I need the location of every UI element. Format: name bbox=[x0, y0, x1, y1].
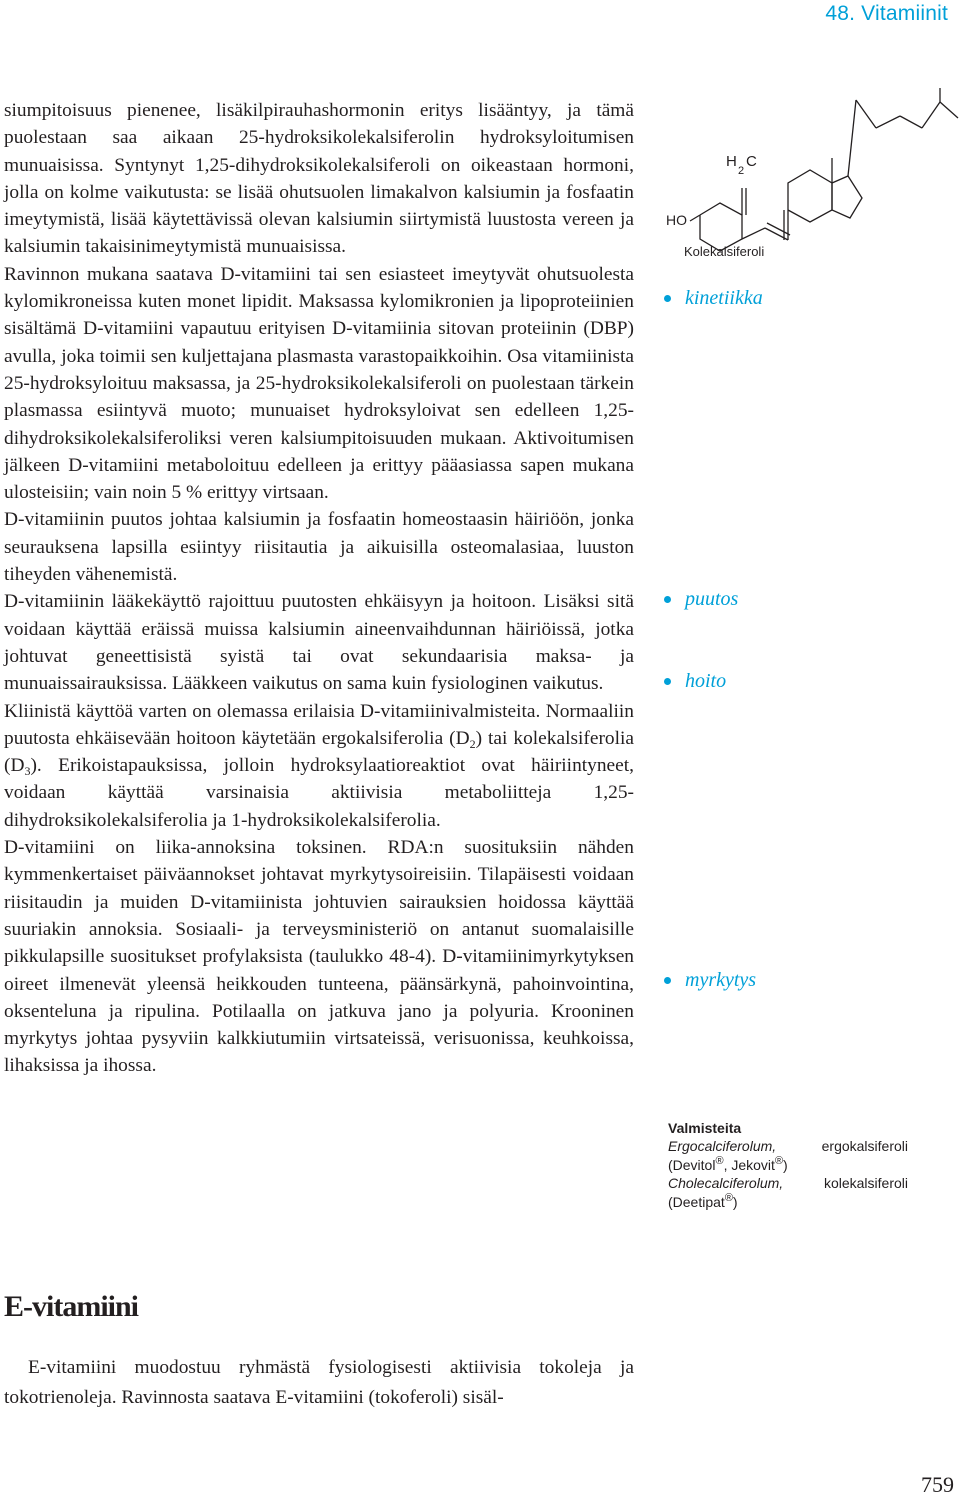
paragraph-5: Kliinistä käyttöä varten on olemassa erilaisia D-vitamiinivalmisteita. Normaaliin puutosta ehkäisevään hoitoon käytetään ergokalsiferolia $(D_2)$ tai kolekalsiferolia $(D_3)$. Erikoistapauksissa, jolloin hydroksylaatioreaktiot ovat häiriintyneet, voidaan käyttää varsinaisia aktiivisia metaboliitteja 1,25-dihydroksikolekalsiferolia ja 1-hydroksikolekalsiferolia. bbox=[4, 700, 634, 831]
molecule-caption: Kolekalsiferoli bbox=[684, 244, 765, 259]
drug-brands-2: (Deetipat®) bbox=[668, 1191, 738, 1210]
paragraph-1: siumpitoisuus pienenee, lisäkilpirauhashormonin eritys lisääntyy, ja tämä puolestaan saa aikaan 25-hydroksikolekalsiferolin hydroksyloitumisen munuaisissa. Syntynyt 1,25-dihydroksikolekalsiferoli on oikeastaan hormoni, jolla on kolme vaikutusta: se lisää ohutsuolen limakalvon kalsiumin ja fosfaatin imeytymistä, lisää käytettävissä olevan kalsiumin siirtymistä luustosta vereen ja kalsiumin takaisinimeytymistä munuaisissa. bbox=[4, 100, 634, 258]
margin-note-myrkytys: myrkytys bbox=[664, 969, 756, 992]
paragraph-2: Ravinnon mukana saatava D-vitamiini tai sen esiasteet imeytyvät ohutsuolesta kylomikroneissa kuten monet lipidit. Maksassa kylomikronien ja lipoproteiinien sisältämä D-vitamiini vapautuu erityisen D-vitamiinia sitovan proteiinin (DBP) avulla, joka toimii sen kuljettajana plasmasta varastopaikkoihin. Osa vitamiinista 25-hydroksyloituu maksassa, ja 25-hydroksikolekalsiferoli on puolestaan tärkein plasmassa esiintyvä muoto; munuaiset hydroksyloivat sen edelleen 1,25-dihydroksikolekalsiferoliksi veren kalsiumpitoisuuden mukaan. Aktivoitumisen jälkeen D-vitamiini metaboloituu edelleen ja erittyy pääasiassa sapen mukana ulosteisiin; vain noin 5 % erittyy virtsaan. bbox=[4, 263, 634, 504]
section-paragraph: E-vitamiini muodostuu ryhmästä fysiologisesti aktiivisia tokoleja ja tokotrienoleja. Ravinnosta saatava E-vitamiini (tokoferoli) sisäl- bbox=[4, 1357, 634, 1408]
section-text bbox=[4, 1353, 634, 1413]
main-text-column bbox=[4, 97, 634, 1080]
bullet-icon bbox=[664, 977, 671, 984]
paragraph-4: D-vitamiinin lääkekäyttö rajoittuu puutosten ehkäisyyn ja hoitoon. Lisäksi sitä voidaan käyttää eräissä muissa kalsiumin aineenvaihdunnan häiriöissä, jotka johtuvat geneettisistä syistä tai ovat sekundaarisia maksa- ja munuaissairauksissa. Lääkkeen vaikutus on sama kuin fysiologinen vaikutus. bbox=[4, 591, 634, 695]
paragraph-3: D-vitamiinin puutos johtaa kalsiumin ja fosfaatin homeostaasin häiriöön, jonka seurauksena lapsilla esiintyy riisitautia ja aikuisilla osteomalasiaa, luuston tiheyden vähenemistä. bbox=[4, 509, 634, 586]
bullet-icon bbox=[664, 596, 671, 603]
page-header bbox=[0, 0, 960, 40]
h2c-label-sub: 2 bbox=[738, 165, 745, 177]
margin-note-kinetiikka: kinetiikka bbox=[664, 287, 763, 310]
drug-row-cholecalciferol: Cholecalciferolum, kolekalsiferoli bbox=[668, 1175, 908, 1192]
drug-brands-1: (Devitol®, Jekovit®) bbox=[668, 1154, 788, 1173]
drug-list bbox=[668, 1119, 908, 1211]
h2c-label-c: C bbox=[746, 153, 757, 170]
bullet-icon bbox=[664, 295, 671, 302]
h2c-label-h: H bbox=[726, 153, 737, 170]
ho-label: HO bbox=[666, 212, 687, 228]
cholecalciferol-structure bbox=[660, 88, 960, 270]
drug-row-ergocalciferol: Ergocalciferolum, ergokalsiferoli bbox=[668, 1138, 908, 1155]
paragraph-6: D-vitamiini on liika-annoksina toksinen. RDA:n suosituksiin nähden kymmenkertaiset päiväannokset johtavat myrkytysoireisiin. Tilapäisesti voidaan riisitaudin ja muiden D-vitamiinista johtuvien sairauksien hoidossa käyttää suuriakin annoksia. Sosiaali- ja terveysministeriö on antanut suomalaisille pikkulapsille suositukset profylaksista (taulukko 48-4). D-vitamiinimyrkytyksen oireet ilmenevät yleensä heikkouden tunteena, päänsärkynä, pahoinvointina, oksenteluna ja ripulina. Potilaalla on jatkuva jano ja polyuria. Krooninen myrkytys johtaa pysyviin kalkkiutumiin virtsateissä, verisuonissa, keuhkoissa, lihaksissa ja ihossa. bbox=[4, 837, 634, 1077]
drug-list-title: Valmisteita bbox=[668, 1120, 742, 1136]
chapter-title: 48. Vitamiinit bbox=[825, 2, 948, 25]
page-number: 759 bbox=[921, 1472, 954, 1497]
margin-note-puutos: puutos bbox=[664, 588, 738, 611]
bullet-icon bbox=[664, 678, 671, 685]
section-heading: E-vitamiini bbox=[4, 1290, 139, 1323]
margin-note-hoito: hoito bbox=[664, 670, 726, 693]
